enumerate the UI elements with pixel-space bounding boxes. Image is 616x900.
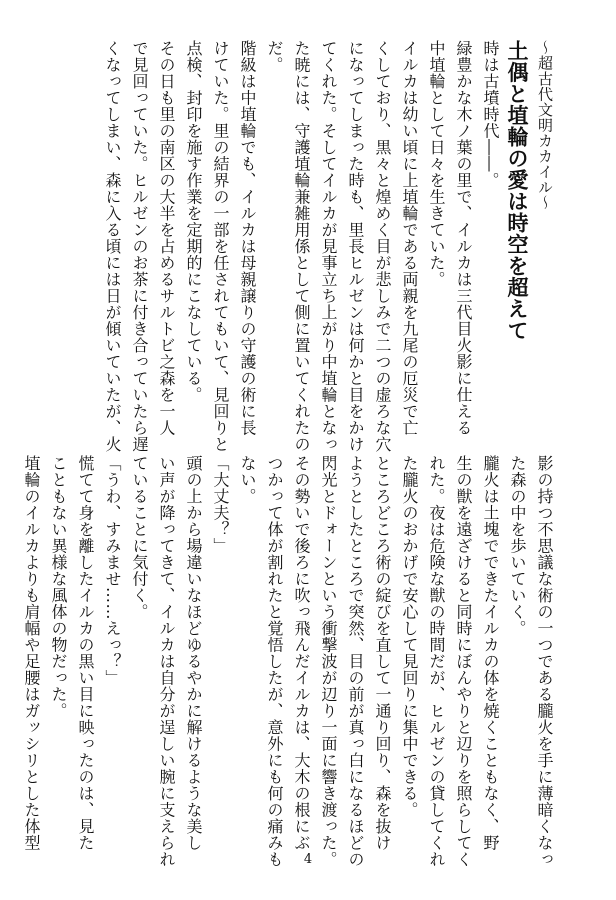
upper-text-block (58, 40, 558, 453)
text-line: 緑豊かな木ノ葉の里で、イルカは三代目火影に仕える (454, 40, 473, 436)
text-line: 「うわ、すみませ……えっ？」 (103, 455, 122, 686)
story-subtitle: ～超古代文明カカイル～ (536, 40, 554, 211)
text-line: その勢いで後ろに吹っ飛んだイルカは、大木の根にぶ (292, 455, 311, 851)
text-line: ところどころ術の綻びを直して一通り回り、森を抜け (373, 455, 392, 851)
text-line: くしており、黒々と煌めく目が悲しみで二つの虚ろな穴 (373, 40, 392, 453)
text-line: てくれた。そしてイルカが見事立ち上がり中埴輪となっ (319, 40, 338, 453)
text-line: い声が降ってきて、イルカは自分が逞しい腕に支えられ (157, 455, 176, 868)
text-line: つかって体が割れたと覚悟したが、意外にも何の痛みも (265, 455, 284, 868)
text-line: 慌てて身を離したイルカの黒い目に映ったのは、見た (76, 455, 95, 851)
text-line: た森の中を歩いていく。 (508, 455, 527, 637)
text-line: くなってしまい、森に入る頃には日が傾いていたが、火 (103, 40, 122, 453)
text-line: 閃光とドォーンという衝撃波が辺り一面に響き渡った。 (319, 455, 338, 868)
text-line: た暁には、守護埴輪兼雑用係として側に置いてくれたの (292, 40, 311, 453)
text-line: で見回っていた。ヒルゼンのお茶に付き合っていたら遅 (130, 40, 149, 453)
text-line: ない。 (238, 455, 257, 505)
text-line: 埴輪のイルカよりも肩幅や足腰はガッシリとした体型 (22, 455, 41, 851)
lower-text-block (22, 455, 558, 868)
text-line: になってしまった時も、里長ヒルゼンは何かと目をかけ (346, 40, 365, 453)
text-line: 影の持つ不思議な術の一つである朧火を手に薄暗くなっ (535, 455, 554, 868)
text-line: 中埴輪として日々を生きていた。 (427, 40, 446, 288)
text-line: ていることに気付く。 (130, 455, 149, 620)
text-line: れた。夜は危険な獣の時間だが、ヒルゼンの貸してくれ (427, 455, 446, 868)
text-line: だ。 (265, 40, 284, 73)
page-number: 4 (303, 852, 313, 867)
text-line: 点検、封印を施す作業を定期的にこなしている。 (184, 40, 203, 403)
text-line: 階級は中埴輪でも、イルカは母親譲りの守護の術に長 (238, 40, 257, 436)
text-line: 生の獣を遠ざけると同時にぼんやりと辺りを照らしてく (454, 455, 473, 868)
text-line: 朧火は土塊でできたイルカの体を焼くこともなく、野 (481, 455, 500, 851)
text-line: けていた。里の結界の一部を任されてもいて、見回りと (211, 40, 230, 453)
text-line: 「大丈夫？」 (211, 455, 230, 554)
text-line: ようとしたところで突然、目の前が真っ白になるほどの (346, 455, 365, 868)
text-line: 頭の上から場違いなほどゆるやかに解けるような美し (184, 455, 203, 851)
text-line: た朧火のおかげで安心して見回りに集中できる。 (400, 455, 419, 818)
text-line: 時は古墳時代――。 (481, 40, 500, 189)
text-line: その日も里の南区の大半を占めるサルトビ之森を一人 (157, 40, 176, 436)
text-line: こともない異様な風体の物だった。 (49, 455, 68, 719)
story-title: 土偶と埴輪の愛は時空を超えて (505, 40, 530, 341)
text-line: イルカは幼い頃に上埴輪である両親を九尾の厄災で亡 (400, 40, 419, 436)
